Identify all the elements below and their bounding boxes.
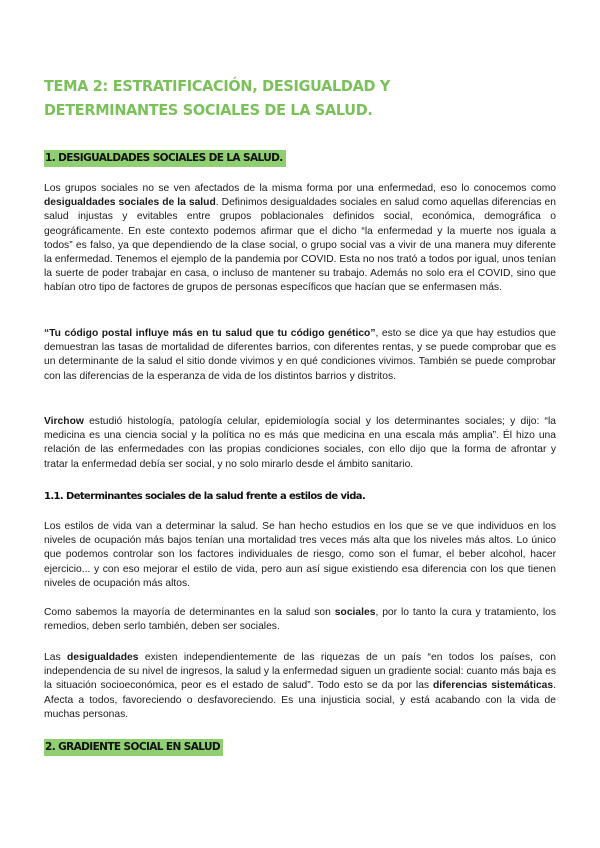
document-title: TEMA 2: ESTRATIFICACIÓN, DESIGUALDAD Y DETERMINANTES SOCIALES DE LA SALUD. <box>44 77 391 119</box>
text-run: , por lo tanto la cura y tratamiento, los remedios, deben serlo también, deben ser sociales. <box>44 607 556 633</box>
paragraph-desigualdades-paises <box>44 651 556 722</box>
text-run: . Definimos desigualdades sociales en salud como aquellas diferencias en salud injustas y evitables entre grupos poblacionales definidos social, económica, demográfica o geográficamente. En este contexto podemos afirmar que el dicho “la enfermedad y la muerte nos iguala a todos” es falso, ya que dependiendo de la clase social, o grupo social vas a vivir de una manera muy diferente la enfermedad. Tenemos el ejemplo de la pandemia por COVID. Esta no nos trató a todos por igual, unos tenían la suerte de poder trabajar en casa, o incluso de mantener su trabajo. Además no solo era el COVID, sino que habían otro tipo de factores de grupos de personas específicos que hacían que se enfermasen más. <box>44 197 556 294</box>
subsection-heading-1-1: 1.1. Determinantes sociales de la salud frente a estilos de vida. <box>44 491 366 502</box>
section-heading-1: 1. DESIGUALDADES SOCIALES DE LA SALUD. <box>44 150 286 167</box>
bold-quote: “Tu código postal influye más en tu salud que tu código genético” <box>44 328 376 339</box>
paragraph-virchow <box>44 415 556 472</box>
text-run: Los grupos sociales no se ven afectados de la misma forma por una enfermedad, eso lo conocemos como <box>44 183 556 194</box>
text-run: estudió histología, patología celular, epidemiología social y los determinantes sociales; y dijo: “la medicina es una ciencia social y la política no es más que medicina en una escala más amplia”. Él hizo una relación de las enfermedades con las propias condiciones sociales, con ello dijo que la forma de afrontar y tratar la enfermedad debía ser social, y no solo mirarlo desde el ámbito sanitario. <box>44 416 556 470</box>
paragraph-desigualdades <box>44 182 556 296</box>
paragraph-estilos-de-vida <box>44 520 556 591</box>
text-run: existen independientemente de las riquezas de un país “en todos los países, con independencia de su nivel de ingresos, la salud y la enfermedad siguen un gradiente social: cuanto más baja es la situación socioeconómica, peor es el estado de salud”. Todo esto se da por las <box>44 652 557 692</box>
text-run: Los estilos de vida van a determinar la salud. Se han hecho estudios en los que se ve que individuos en los niveles de ocupación más bajos tenían una mortalidad tres veces más alta que los niveles más altos. Lo único que podemos controlar son los factores individuales de riesgo, como son el fumar, el beber alcohol, hacer ejercicio... y con eso mejorar el estilo de vida, pero aun así sigue existiendo esa diferencia con los que tienen niveles de ocupación más altos. <box>44 521 556 589</box>
text-run: . Afecta a todos, favoreciendo o desfavoreciendo. Es una injusticia social, y está acabando con la vida de muchas personas. <box>44 680 556 720</box>
bold-term: desigualdades <box>66 652 139 663</box>
text-run: Como sabemos la mayoría de determinantes en la salud son <box>44 607 335 618</box>
text-run: , esto se dice ya que hay estudios que demuestran las tasas de mortalidad de diferentes barrios, con diferentes rentas, y se puede comprobar que es un determinante de la salud el sitio donde vivimos y en qué condiciones vivimos. También se puede comprobar con las diferencias de la esperanza de vida de los distintos barrios y distritos. <box>44 328 556 382</box>
bold-term: sociales <box>334 607 376 618</box>
paragraph-determinantes-sociales <box>44 606 556 634</box>
section-heading-2: 2. GRADIENTE SOCIAL EN SALUD <box>44 739 223 756</box>
text-run: Las <box>44 652 67 663</box>
bold-term: desigualdades sociales de la salud <box>44 197 216 209</box>
bold-term: diferencias sistemáticas <box>433 680 554 692</box>
bold-term: Virchow <box>44 416 84 427</box>
paragraph-codigo-postal <box>44 327 556 384</box>
